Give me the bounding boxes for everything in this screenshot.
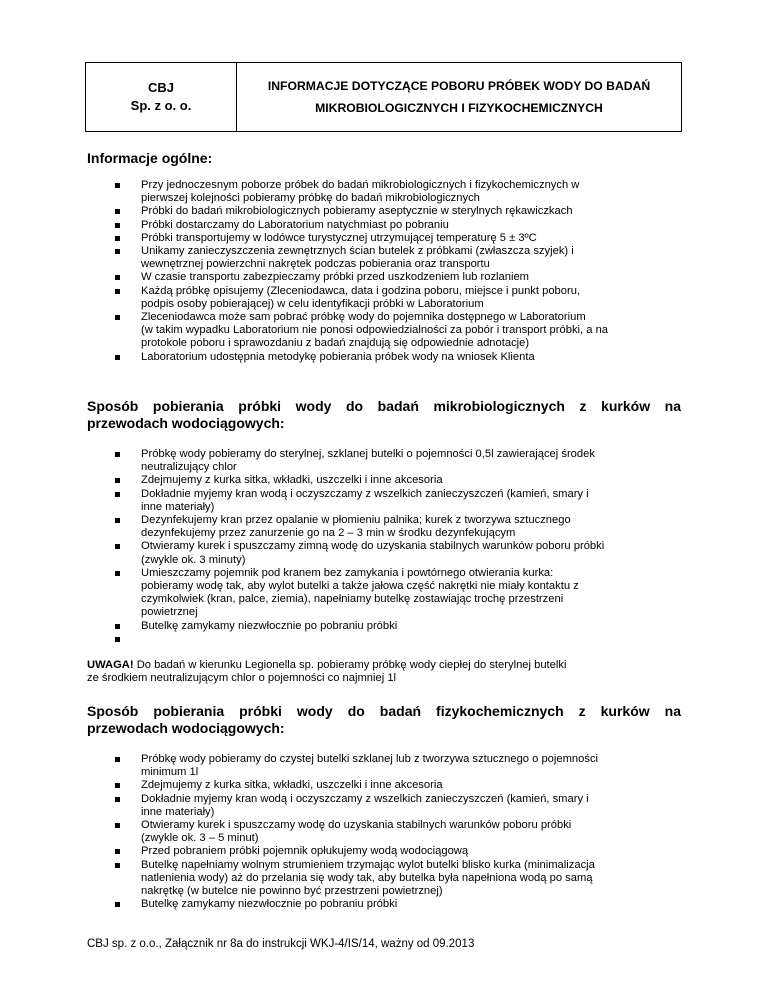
micro-section bbox=[87, 398, 681, 685]
list-item-text: Próbki transportujemy w lodówce turystycznej utrzymującej temperaturę 5 ± 3ºC bbox=[141, 231, 537, 244]
bullet-icon bbox=[115, 757, 120, 762]
list-item-text: Butelkę zamykamy niezwłocznie po pobraniu próbki bbox=[141, 619, 398, 632]
list-item-text: Otwieramy kurek i spuszczamy zimną wodę do uzyskania stabilnych warunków poboru próbki (zwykle ok. 3 minuty) bbox=[141, 540, 605, 566]
list-item bbox=[87, 219, 681, 232]
bullet-icon bbox=[115, 315, 120, 320]
legionella-note bbox=[87, 646, 681, 686]
list-item bbox=[87, 179, 681, 205]
list-item bbox=[87, 540, 681, 566]
bullet-icon bbox=[115, 223, 120, 228]
bullet-icon bbox=[115, 518, 120, 523]
list-item-text: Przy jednoczesnym poborze próbek do badań mikrobiologicznych i fizykochemicznych w pierwszej kolejności pobieramy próbkę do badań mikrobiologicznych bbox=[141, 179, 580, 205]
list-item bbox=[87, 633, 681, 646]
list-item bbox=[87, 898, 681, 911]
list-item-text: Laboratorium udostępnia metodykę pobierania próbek wody na wniosek Klienta bbox=[141, 350, 535, 363]
physchem-section bbox=[87, 703, 681, 911]
bullet-icon bbox=[115, 289, 120, 294]
list-item-text: Przed pobraniem próbki pojemnik opłukujemy wodą wodociągową bbox=[141, 845, 469, 858]
document-title-line1: INFORMACJE DOTYCZĄCE POBORU PRÓBEK WODY DO BADAŃ bbox=[267, 79, 651, 93]
bullet-icon bbox=[115, 275, 120, 280]
bullet-icon bbox=[115, 236, 120, 241]
list-item-text: Dokładnie myjemy kran wodą i oczyszczamy z wszelkich zanieczyszczeń (kamień, smary i inne materiały) bbox=[141, 792, 589, 818]
physchem-list bbox=[87, 753, 681, 911]
list-item bbox=[87, 474, 681, 487]
footer: CBJ sp. z o.o., Załącznik nr 8a do instrukcji WKJ-4/IS/14, ważny od 09.2013 bbox=[87, 938, 475, 950]
micro-heading bbox=[87, 398, 681, 432]
note-label: UWAGA! bbox=[87, 659, 134, 672]
list-item bbox=[87, 779, 681, 792]
bullet-icon bbox=[115, 209, 120, 214]
list-item-text: Próbkę wody pobieramy do sterylnej, szklanej butelki o pojemności 0,5l zawierającej środek neutralizujący chlor bbox=[141, 448, 595, 474]
micro-list bbox=[87, 448, 681, 646]
list-item-text: Dokładnie myjemy kran wodą i oczyszczamy z wszelkich zanieczyszczeń (kamień, smary i inne materiały) bbox=[141, 487, 589, 513]
list-item-text: Dezynfekujemy kran przez opalanie w płomieniu palnika; kurek z tworzywa sztucznego dezynfekujemy przez zanurzenie go na 2 – 3 min w środku dezynfekującym bbox=[141, 514, 571, 540]
bullet-icon bbox=[115, 624, 120, 629]
list-item bbox=[87, 753, 681, 779]
list-item bbox=[87, 245, 681, 271]
list-item bbox=[87, 859, 681, 899]
physchem-heading bbox=[87, 703, 681, 737]
list-item-text: Unikamy zanieczyszczenia zewnętrznych ścian butelek z próbkami (zwłaszcza szyjek) i wewnętrznej powierzchni nakrętek podczas pobierania oraz transportu bbox=[141, 245, 574, 271]
list-item bbox=[87, 232, 681, 245]
bullet-icon bbox=[115, 355, 120, 360]
general-heading: Informacje ogólne: bbox=[87, 150, 213, 166]
bullet-icon bbox=[115, 797, 120, 802]
bullet-icon bbox=[115, 571, 120, 576]
bullet-icon bbox=[115, 823, 120, 828]
general-list bbox=[87, 179, 681, 364]
list-item bbox=[87, 514, 681, 540]
company-box bbox=[86, 63, 237, 131]
list-item-text: Butelkę zamykamy niezwłocznie po pobraniu próbki bbox=[141, 898, 398, 911]
bullet-icon bbox=[115, 849, 120, 854]
list-item bbox=[87, 819, 681, 845]
list-item-text: Próbkę wody pobieramy do czystej butelki szklanej lub z tworzywa sztucznego o pojemności minimum 1l bbox=[141, 753, 599, 779]
bullet-icon bbox=[115, 492, 120, 497]
list-item-text: Zleceniodawca może sam pobrać próbkę wody do pojemnika dostępnego w Laboratorium (w takim wypadku Laboratorium nie ponosi odpowiedzialności za pobór i transport próbki, a na protokole poboru i sprawozdaniu z badań znajdują się odpowiednie adnotacje) bbox=[141, 311, 609, 350]
list-item-text: Zdejmujemy z kurka sitka, wkładki, uszczelki i inne akcesoria bbox=[141, 779, 443, 792]
bullet-icon bbox=[115, 249, 120, 254]
note-text: Do badań w kierunku Legionella sp. pobieramy próbkę wody ciepłej do sterylnej butelki ze środkiem neutralizującym chlor o pojemności co najmniej 1l bbox=[87, 659, 567, 685]
document-header bbox=[85, 62, 682, 132]
list-item bbox=[87, 351, 681, 364]
list-item bbox=[87, 620, 681, 633]
list-item bbox=[87, 488, 681, 514]
bullet-icon bbox=[115, 183, 120, 188]
list-item bbox=[87, 271, 681, 284]
general-section bbox=[87, 150, 681, 364]
document-title-line2: MIKROBIOLOGICZNYCH I FIZYKOCHEMICZNYCH bbox=[315, 101, 603, 115]
bullet-icon bbox=[115, 902, 120, 907]
list-item bbox=[87, 793, 681, 819]
bullet-icon bbox=[115, 863, 120, 868]
micro-heading-line2: przewodach wodociągowych: bbox=[87, 415, 285, 431]
list-item bbox=[87, 311, 681, 351]
company-name: CBJ bbox=[147, 80, 174, 95]
list-item bbox=[87, 205, 681, 218]
bullet-icon bbox=[115, 637, 120, 642]
list-item-text: Butelkę napełniamy wolnym strumieniem trzymając wylot butelki blisko kurka (minimalizacja natlenienia wody) aż do przelania się wody tak, aby butelka była napełniona wodą po samą nakrętkę (w butelce nie powinno być przestrzeni powietrznej) bbox=[141, 858, 595, 898]
bullet-icon bbox=[115, 452, 120, 457]
list-item-text: Każdą próbkę opisujemy (Zleceniodawca, data i godzina poboru, miejsce i punkt poboru, podpis osoby pobierającej) w celu identyfikacji próbki w Laboratorium bbox=[141, 284, 581, 310]
bullet-icon bbox=[115, 478, 120, 483]
list-item bbox=[87, 845, 681, 858]
list-item-text: Umieszczamy pojemnik pod kranem bez zamykania i powtórnego otwierania kurka: pobieramy wodę tak, aby wylot butelki a także jałowa część nakrętki nie miały kontaktu z czymkolwiek (kran, palce, ziemia), napełniamy butelkę zostawiając trochę przestrzeni powietrznej bbox=[141, 566, 579, 619]
company-form: Sp. z o. o. bbox=[130, 98, 192, 113]
physchem-heading-line2: przewodach wodociągowych: bbox=[87, 720, 285, 736]
list-item-text: Zdejmujemy z kurka sitka, wkładki, uszczelki i inne akcesoria bbox=[141, 474, 443, 487]
list-item-text: W czasie transportu zabezpieczamy próbki przed uszkodzeniem lub rozlaniem bbox=[141, 271, 530, 284]
micro-heading-line1: Sposób pobierania próbki wody do badań mikrobiologicznych z kurków na bbox=[87, 398, 681, 414]
bullet-icon bbox=[115, 783, 120, 788]
list-item-text: Otwieramy kurek i spuszczamy wodę do uzyskania stabilnych warunków poboru próbki (zwykle ok. 3 – 5 minut) bbox=[141, 819, 572, 845]
list-item bbox=[87, 285, 681, 311]
list-item bbox=[87, 567, 681, 620]
list-item-text: Próbki do badań mikrobiologicznych pobieramy aseptycznie w sterylnych rękawiczkach bbox=[141, 205, 573, 218]
list-item bbox=[87, 448, 681, 474]
title-box bbox=[237, 63, 681, 131]
physchem-heading-line1: Sposób pobierania próbki wody do badań fizykochemicznych z kurków na bbox=[87, 703, 681, 719]
list-item-text: Próbki dostarczamy do Laboratorium natychmiast po pobraniu bbox=[141, 218, 449, 231]
bullet-icon bbox=[115, 544, 120, 549]
